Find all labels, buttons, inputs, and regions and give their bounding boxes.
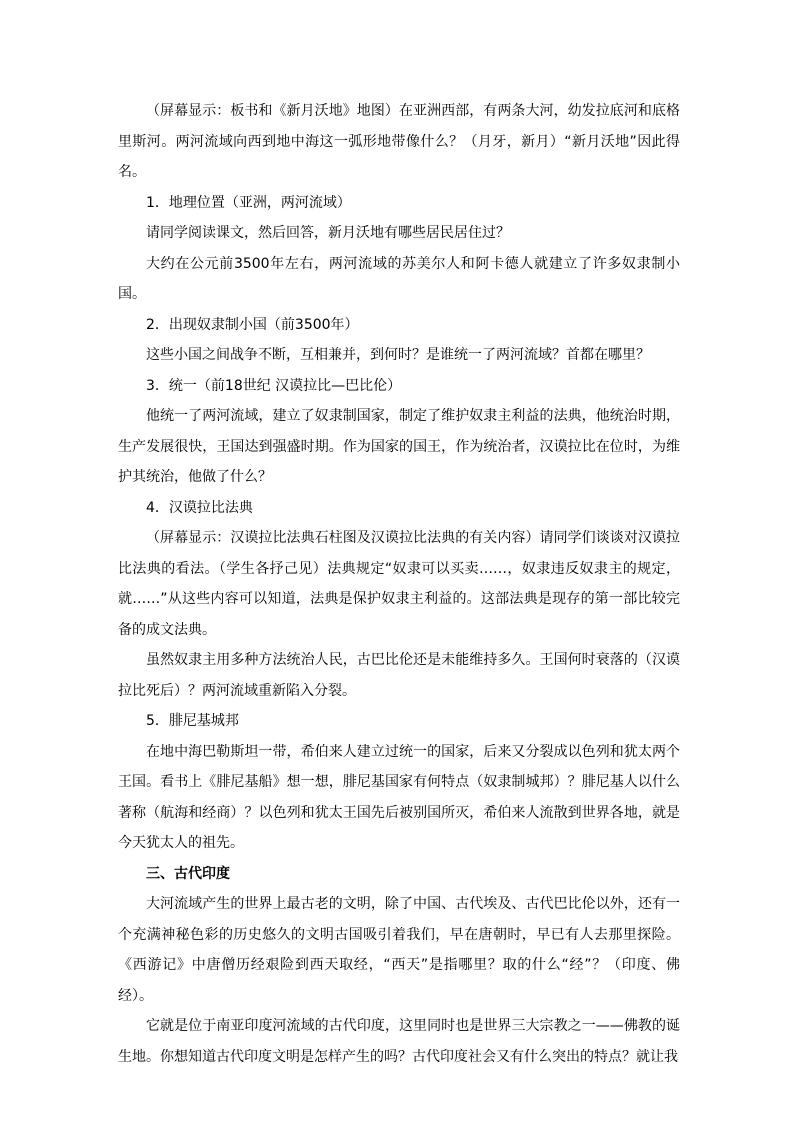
paragraph-hammurabi-rule: 他统一了两河流域，建立了奴隶制国家，制定了维护奴隶主利益的法典，他统治时期，生产发展很快，王国达到强盛时期。作为国家的国王，作为统治者，汉谟拉比在位时，为维护其统治，他做了什么？: [118, 408, 680, 485]
paragraph-geo-location: 1．地理位置（亚洲，两河流域）: [146, 194, 351, 211]
paragraph-code-discussion: （屏幕显示：汉谟拉比法典石柱图及汉谟拉比法典的有关内容）请同学们谈谈对汉谟拉比法典的看法。（学生各抒己见）法典规定“奴隶可以买卖……，奴隶违反奴隶主的规定，就……”从这些内容可以知道，法典是保护奴隶主利益的。这部法典是现存的第一部比较完备的成文法典。: [118, 530, 680, 638]
paragraph-unification: 3．统一（前18世纪 汉谟拉比—巴比伦）: [146, 377, 402, 394]
paragraph-india-intro: 大河流域产生的世界上最古老的文明，除了中国、古代埃及、古代巴比伦以外，还有一个充满神秘色彩的历史悠久的文明古国吸引着我们，早在唐朝时，早已有人去那里探险。《西游记》中唐僧历经艰险到西天取经，“西天”是指哪里？取的什么“经”？（印度、佛经）。: [118, 896, 680, 1004]
paragraph-xinyue-intro: （屏幕显示：板书和《新月沃地》地图）在亚洲西部，有两条大河，幼发拉底河和底格里斯河。两河流域向西到地中海这一弧形地带像什么？（月牙，新月）“新月沃地”因此得名。: [118, 103, 680, 180]
paragraph-unification-question: 这些小国之间战争不断，互相兼并，到何时？是谁统一了两河流域？首都在哪里？: [146, 347, 650, 363]
paragraph-phoenicia: 在地中海巴勒斯坦一带，希伯来人建立过统一的国家，后来又分裂成以色列和犹太两个王国。看书上《腓尼基船》想一想，腓尼基国家有何特点（奴隶制城邦）？腓尼基人以什么著称（航海和经商）？以色列和犹太王国先后被别国所灭，希伯来人流散到世界各地，就是今天犹太人的祖先。: [118, 743, 680, 851]
document-body: [118, 96, 680, 1072]
section-heading-ancient-india: 三、古代印度: [146, 865, 230, 882]
paragraph-decline: 虽然奴隶主用多种方法统治人民，古巴比伦还是未能维持多久。王国何时衰落的（汉谟拉比死后）？两河流域重新陷入分裂。: [118, 652, 680, 699]
paragraph-india-buddhism: 它就是位于南亚印度河流域的古代印度，这里同时也是世界三大宗教之一——佛教的诞生地。你想知道古代印度文明是怎样产生的吗？古代印度社会又有什么突出的特点？就让我: [118, 1018, 680, 1065]
paragraph-sumerians: 大约在公元前3500年左右，两河流域的苏美尔人和阿卡德人就建立了许多奴隶制小国。: [118, 255, 680, 302]
paragraph-phoenicia-title: 5．腓尼基城邦: [146, 713, 239, 729]
paragraph-slave-states: 2．出现奴隶制小国（前3500年）: [146, 316, 359, 333]
paragraph-residents-question: 请同学阅读课文，然后回答，新月沃地有哪些居民居住过？: [146, 225, 510, 241]
paragraph-code-title: 4．汉谟拉比法典: [146, 499, 253, 516]
